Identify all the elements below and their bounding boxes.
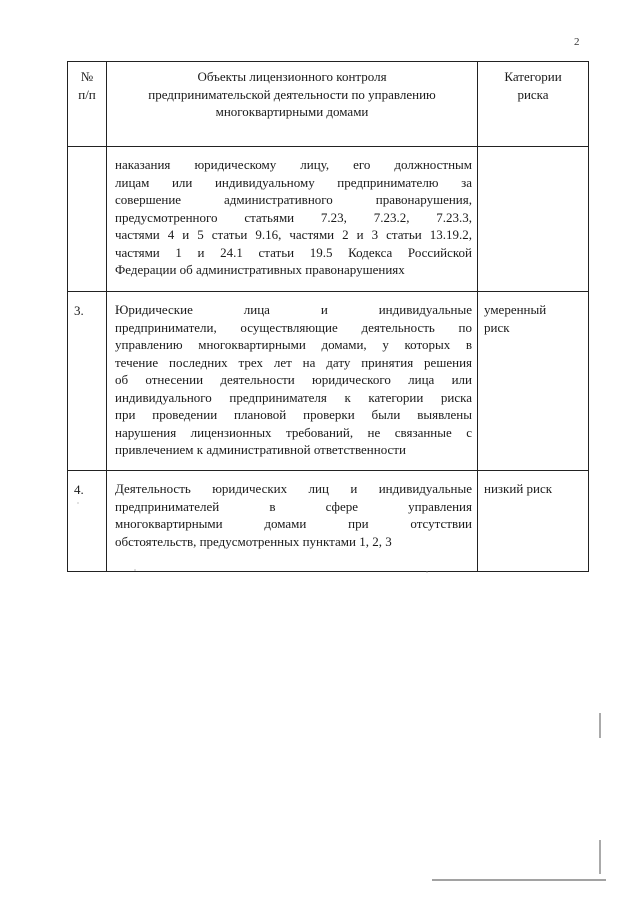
- row-category-cell: [478, 471, 589, 572]
- header-objects-line: Объекты лицензионного контроля: [197, 69, 387, 84]
- text-line: управлению многоквартирными домами, у которых в: [115, 337, 472, 352]
- row-category-cell: [478, 147, 589, 292]
- text-line: совершение административного правонарушения,: [115, 192, 472, 207]
- header-number-cell: [68, 62, 107, 147]
- text-line: об отнесении деятельности юридического лица или: [115, 372, 472, 387]
- row-number-cell: 3.: [68, 292, 107, 471]
- text-line: Деятельность юридических лиц и индивидуальные: [115, 481, 472, 496]
- row-object-cell: [107, 471, 478, 572]
- row-category-cell: [478, 292, 589, 471]
- risk-category-table: [67, 61, 589, 572]
- text-line: индивидуального предпринимателя к категории риска: [115, 389, 472, 405]
- text-line: наказания юридическому лицу, его должностным: [115, 157, 472, 172]
- text-line: предпринимателей в сфере управления: [115, 498, 472, 514]
- text-line: обстоятельств, предусмотренных пунктами 1, 2, 3: [115, 533, 392, 549]
- text-line: частями 1 и 24.1 статьи 19.5 Кодекса Российской: [115, 244, 472, 260]
- text-line: лицам или индивидуальному предпринимателю за: [115, 174, 472, 190]
- header-number-line: п/п: [78, 86, 96, 102]
- header-category-cell: [478, 62, 589, 147]
- table-row: [68, 471, 589, 572]
- table-row: [68, 292, 589, 471]
- header-category-line: риска: [517, 86, 549, 102]
- text-line: частями 4 и 5 статьи 9.16, частями 2 и 3 статьи 13.19.2,: [115, 227, 472, 242]
- text-line: предприниматели, осуществляющие деятельность по: [115, 319, 472, 335]
- header-objects-line: многоквартирными домами: [215, 104, 369, 119]
- category-line: риск: [484, 319, 510, 335]
- header-objects-cell: [107, 62, 478, 147]
- header-objects-line: предпринимательской деятельности по управлению: [148, 86, 436, 102]
- text-line: при проведении плановой проверки были выявлены: [115, 407, 472, 422]
- text-line: предусмотренного статьями 7.23, 7.23.2, 7.23.3,: [115, 209, 472, 225]
- row-number-cell: [68, 147, 107, 292]
- text-line: Юридические лица и индивидуальные: [115, 302, 472, 317]
- text-line: течение последних трех лет на дату принятия решения: [115, 354, 472, 370]
- category-line: умеренный: [484, 302, 547, 317]
- category-line: низкий риск: [484, 481, 553, 496]
- header-category-line: Категории: [504, 69, 562, 84]
- row-object-cell: [107, 147, 478, 292]
- row-object-cell: [107, 292, 478, 471]
- row-number-cell: 4.: [68, 471, 107, 572]
- table-header-row: [68, 62, 589, 147]
- text-line: нарушения лицензионных требований, не связанные с: [115, 424, 472, 440]
- table-row: [68, 147, 589, 292]
- text-line: многоквартирными домами при отсутствии: [115, 516, 472, 531]
- text-line: привлечением к административной ответственности: [115, 442, 406, 457]
- text-line: Федерации об административных правонарушениях: [115, 262, 405, 277]
- header-number-line: №: [80, 69, 94, 84]
- page-number: 2: [574, 36, 580, 48]
